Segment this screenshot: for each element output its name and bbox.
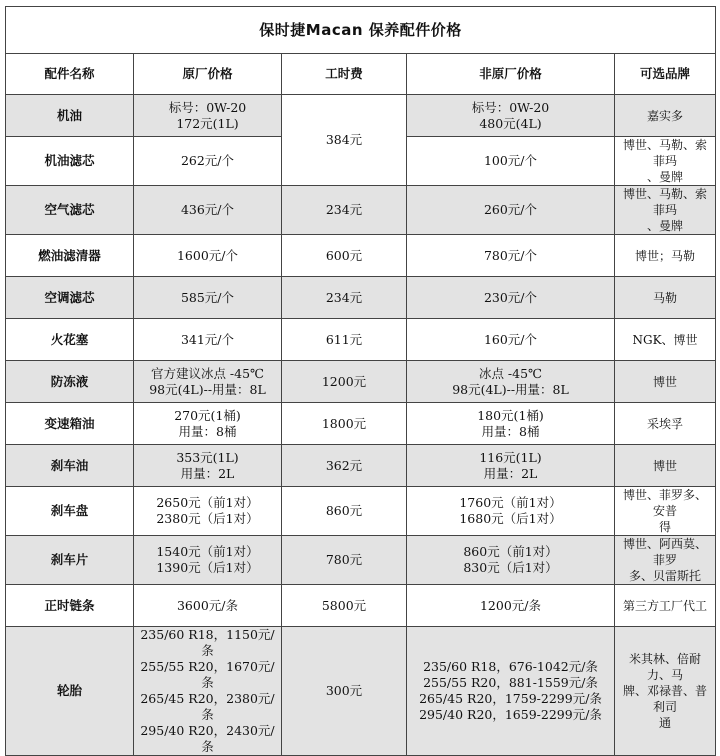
table-row — [6, 445, 716, 487]
table-row — [6, 319, 716, 361]
cell-line: 116元(1L) — [479, 449, 542, 465]
labor-fee-cell: 362元 — [282, 445, 407, 487]
part-name-cell: 机油 — [6, 95, 134, 137]
part-name-cell: 燃油滤清器 — [6, 235, 134, 277]
cell-line: 用量：8桶 — [481, 423, 540, 439]
cell-line: 180元(1桶) — [477, 407, 544, 423]
cell-line: 353元(1L) — [176, 449, 239, 465]
cell-line: 用量：2L — [483, 465, 538, 481]
cell-line: NGK、博世 — [632, 332, 698, 347]
cell-line: 160元/个 — [483, 331, 538, 347]
labor-fee-cell: 1200元 — [282, 361, 407, 403]
cell-line: 230元/个 — [483, 289, 538, 305]
cell-line: 1760元（前1对） — [459, 495, 562, 510]
cell-line: 用量：8桶 — [178, 423, 237, 439]
cell-line: 235/60 R18，676-1042元/条 — [423, 659, 598, 674]
labor-fee-cell: 1800元 — [282, 403, 407, 445]
cell-line: 博世 — [653, 374, 678, 389]
cell-line: 3600元/条 — [176, 597, 239, 613]
cell-line: 255/55 R20，881-1559元/条 — [423, 675, 598, 690]
labor-fee-cell: 860元 — [282, 487, 407, 536]
cell-line: 98元(4L)--用量：8L — [149, 381, 266, 397]
cell-line: 830元（后1对） — [463, 560, 558, 575]
price-table — [5, 6, 716, 756]
header-oem-price: 原厂价格 — [134, 54, 282, 95]
cell-line: 341元/个 — [180, 331, 235, 347]
oem-price-cell — [134, 403, 282, 445]
header-labor-fee: 工时费 — [282, 54, 407, 95]
aftermarket-price-cell — [407, 627, 615, 756]
part-name-cell: 正时链条 — [6, 585, 134, 627]
oem-price-cell — [134, 445, 282, 487]
cell-line: 用量：2L — [180, 465, 235, 481]
oem-price-cell — [134, 277, 282, 319]
cell-line: 265/45 R20，2380元/条 — [140, 691, 275, 722]
cell-line: 冰点 -45℃ — [478, 365, 543, 381]
cell-line: 436元/个 — [180, 202, 235, 217]
cell-line: 第三方工厂代工 — [623, 598, 708, 613]
oem-price-cell — [134, 319, 282, 361]
aftermarket-price-cell — [407, 319, 615, 361]
brands-cell — [615, 403, 716, 445]
cell-line: 295/40 R20，1659-2299元/条 — [419, 707, 602, 722]
cell-line: 100元/个 — [483, 153, 538, 168]
part-name-cell: 防冻液 — [6, 361, 134, 403]
brands-cell — [615, 186, 716, 235]
brands-cell — [615, 277, 716, 319]
oem-price-cell — [134, 585, 282, 627]
cell-line: 博世 — [653, 458, 678, 473]
cell-line: 得 — [659, 520, 672, 534]
aftermarket-price-cell — [407, 235, 615, 277]
table-row — [6, 235, 716, 277]
cell-line: 480元(4L) — [479, 115, 542, 131]
table-row — [6, 403, 716, 445]
aftermarket-price-cell — [407, 536, 615, 585]
cell-line: 博世、马勒、索菲玛 — [623, 187, 708, 217]
brands-cell — [615, 536, 716, 585]
cell-line: 1540元（前1对） — [156, 544, 259, 559]
aftermarket-price-cell — [407, 277, 615, 319]
labor-fee-cell: 600元 — [282, 235, 407, 277]
cell-line: 1680元（后1对） — [459, 511, 562, 526]
table-row — [6, 627, 716, 756]
cell-line: 通 — [659, 716, 672, 730]
labor-fee-cell: 780元 — [282, 536, 407, 585]
aftermarket-price-cell — [407, 95, 615, 137]
brands-cell — [615, 319, 716, 361]
aftermarket-price-cell — [407, 186, 615, 235]
oem-price-cell — [134, 361, 282, 403]
labor-fee-cell: 611元 — [282, 319, 407, 361]
table-row — [6, 361, 716, 403]
cell-line: 265/45 R20，1759-2299元/条 — [419, 691, 602, 706]
cell-line: 1600元/个 — [176, 247, 239, 263]
oem-price-cell — [134, 137, 282, 186]
brands-cell — [615, 627, 716, 756]
header-aftermarket-price: 非原厂价格 — [407, 54, 615, 95]
cell-line: 262元/个 — [180, 153, 235, 168]
cell-line: 官方建议冰点 -45℃ — [150, 365, 265, 381]
aftermarket-price-cell — [407, 403, 615, 445]
cell-line: 1390元（后1对） — [156, 560, 259, 575]
cell-line: 2650元（前1对） — [156, 495, 259, 510]
part-name-cell: 空气滤芯 — [6, 186, 134, 235]
labor-fee-cell: 300元 — [282, 627, 407, 756]
cell-line: 标号：0W-20 — [168, 99, 247, 115]
brands-cell — [615, 95, 716, 137]
oem-price-cell — [134, 235, 282, 277]
oem-price-cell — [134, 186, 282, 235]
cell-line: 采埃孚 — [647, 416, 684, 431]
cell-line: 780元/个 — [483, 247, 538, 263]
cell-line: 、曼牌 — [647, 219, 684, 233]
cell-line: 博世、马勒、索菲玛 — [623, 138, 708, 168]
aftermarket-price-cell — [407, 361, 615, 403]
cell-line: 米其林、倍耐力、马 — [629, 652, 702, 682]
table-title: 保时捷Macan 保养配件价格 — [6, 7, 716, 54]
table-row — [6, 585, 716, 627]
labor-fee-cell: 234元 — [282, 186, 407, 235]
cell-line: 270元(1桶) — [174, 407, 241, 423]
oem-price-cell — [134, 627, 282, 756]
table-row — [6, 536, 716, 585]
part-name-cell: 变速箱油 — [6, 403, 134, 445]
cell-line: 98元(4L)--用量：8L — [452, 381, 569, 397]
cell-line: 多、贝雷斯托 — [629, 569, 702, 583]
part-name-cell: 刹车油 — [6, 445, 134, 487]
labor-fee-cell: 234元 — [282, 277, 407, 319]
table-row — [6, 95, 716, 137]
brands-cell — [615, 361, 716, 403]
header-brands: 可选品牌 — [615, 54, 716, 95]
cell-line: 255/55 R20，1670元/条 — [140, 659, 275, 690]
cell-line: 235/60 R18，1150元/条 — [140, 627, 275, 658]
labor-fee-cell: 5800元 — [282, 585, 407, 627]
oem-price-cell — [134, 487, 282, 536]
brands-cell — [615, 445, 716, 487]
brands-cell — [615, 487, 716, 536]
part-name-cell: 空调滤芯 — [6, 277, 134, 319]
oem-price-cell — [134, 95, 282, 137]
header-part-name: 配件名称 — [6, 54, 134, 95]
cell-line: 260元/个 — [483, 202, 538, 217]
table-row — [6, 186, 716, 235]
part-name-cell: 机油滤芯 — [6, 137, 134, 186]
brands-cell — [615, 137, 716, 186]
labor-fee-cell: 384元 — [282, 95, 407, 186]
cell-line: 标号：0W-20 — [471, 99, 550, 115]
cell-line: 172元(1L) — [176, 115, 239, 131]
part-name-cell: 刹车片 — [6, 536, 134, 585]
table-row — [6, 277, 716, 319]
aftermarket-price-cell — [407, 445, 615, 487]
oem-price-cell — [134, 536, 282, 585]
cell-line: 、曼牌 — [647, 170, 684, 184]
brands-cell — [615, 585, 716, 627]
cell-line: 博世、阿西莫、菲罗 — [623, 537, 708, 567]
aftermarket-price-cell — [407, 487, 615, 536]
part-name-cell: 火花塞 — [6, 319, 134, 361]
cell-line: 博世；马勒 — [635, 248, 696, 263]
cell-line: 2380元（后1对） — [156, 511, 259, 526]
aftermarket-price-cell — [407, 585, 615, 627]
cell-line: 585元/个 — [180, 289, 235, 305]
brands-cell — [615, 235, 716, 277]
cell-line: 博世、菲罗多、安普 — [623, 488, 708, 518]
part-name-cell: 刹车盘 — [6, 487, 134, 536]
cell-line: 马勒 — [653, 290, 678, 305]
cell-line: 牌、邓禄普、普利司 — [623, 684, 708, 714]
cell-line: 860元（前1对） — [463, 544, 558, 559]
cell-line: 1200元/条 — [479, 597, 542, 613]
aftermarket-price-cell — [407, 137, 615, 186]
part-name-cell: 轮胎 — [6, 627, 134, 756]
table-body — [6, 95, 716, 756]
cell-line: 295/40 R20，2430元/条 — [140, 723, 275, 754]
table-row — [6, 487, 716, 536]
cell-line: 嘉实多 — [647, 108, 684, 123]
